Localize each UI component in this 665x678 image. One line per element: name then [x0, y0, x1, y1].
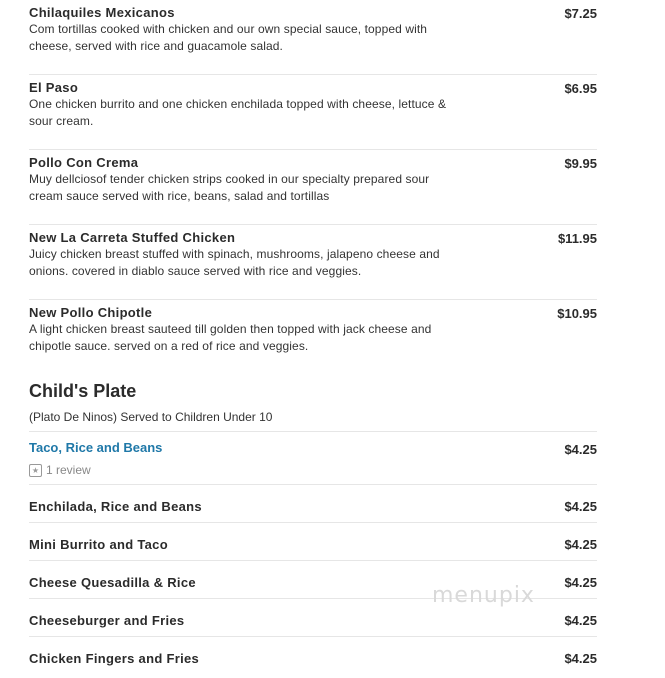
watermark-logo: menupix	[432, 583, 535, 608]
item-description	[29, 171, 489, 205]
item-price: $4.25	[564, 651, 597, 666]
desc-line: cream sauce served with rice, beans, salad and tortillas	[29, 189, 330, 203]
menu-list	[29, 0, 597, 374]
desc-line: cheese, served with rice and guacamole salad.	[29, 39, 283, 53]
review-count: 1 review	[46, 463, 91, 477]
menu-item	[29, 300, 597, 374]
item-name: Cheeseburger and Fries	[29, 613, 185, 628]
child-menu-list	[29, 485, 597, 674]
item-price: $4.25	[564, 613, 597, 628]
menu-item	[29, 75, 597, 150]
featured-menu-item	[29, 432, 597, 485]
section-title: Child's Plate	[29, 381, 137, 401]
item-name: El Paso	[29, 80, 79, 95]
menu-item	[29, 523, 597, 561]
desc-line: onions. covered in diablo sauce served with rice and veggies.	[29, 264, 362, 278]
item-price: $10.95	[557, 306, 597, 321]
item-description	[29, 21, 489, 55]
section-subtitle: (Plato De Ninos) Served to Children Under 10	[29, 410, 273, 424]
item-name: Enchilada, Rice and Beans	[29, 499, 202, 514]
item-description	[29, 96, 489, 130]
item-price: $6.95	[564, 81, 597, 96]
item-price: $4.25	[564, 575, 597, 590]
item-name: Cheese Quesadilla & Rice	[29, 575, 196, 590]
desc-line: A light chicken breast sauteed till golden then topped with jack cheese and	[29, 322, 432, 336]
item-name: New Pollo Chipotle	[29, 305, 153, 320]
item-price: $4.25	[564, 442, 597, 457]
review-icon: ★	[29, 464, 42, 477]
item-price: $4.25	[564, 499, 597, 514]
item-price: $7.25	[564, 6, 597, 21]
item-name: Chilaquiles Mexicanos	[29, 5, 175, 20]
item-price: $11.95	[557, 231, 597, 246]
featured-item-link[interactable]: Taco, Rice and Beans	[29, 440, 163, 455]
review-link[interactable]	[29, 463, 91, 477]
item-name: New La Carreta Stuffed Chicken	[29, 230, 236, 245]
item-name: Pollo Con Crema	[29, 155, 139, 170]
desc-line: Juicy chicken breast stuffed with spinach, mushrooms, jalapeno cheese and	[29, 247, 440, 261]
desc-line: One chicken burrito and one chicken enchilada topped with cheese, lettuce &	[29, 97, 447, 111]
item-price: $4.25	[564, 537, 597, 552]
desc-line: Com tortillas cooked with chicken and our own special sauce, topped with	[29, 22, 428, 36]
item-description	[29, 321, 489, 355]
menu-item	[29, 225, 597, 300]
desc-line: sour cream.	[29, 114, 94, 128]
desc-line: chipotle sauce. served on a red of rice and veggies.	[29, 339, 309, 353]
menu-item	[29, 0, 597, 75]
menu-item	[29, 485, 597, 523]
item-price: $9.95	[564, 156, 597, 171]
item-name: Mini Burrito and Taco	[29, 537, 168, 552]
desc-line: Muy dellciosof tender chicken strips cooked in our specialty prepared sour	[29, 172, 430, 186]
menu-item	[29, 637, 597, 674]
item-description	[29, 246, 489, 280]
menu-item	[29, 150, 597, 225]
item-name: Chicken Fingers and Fries	[29, 651, 200, 666]
